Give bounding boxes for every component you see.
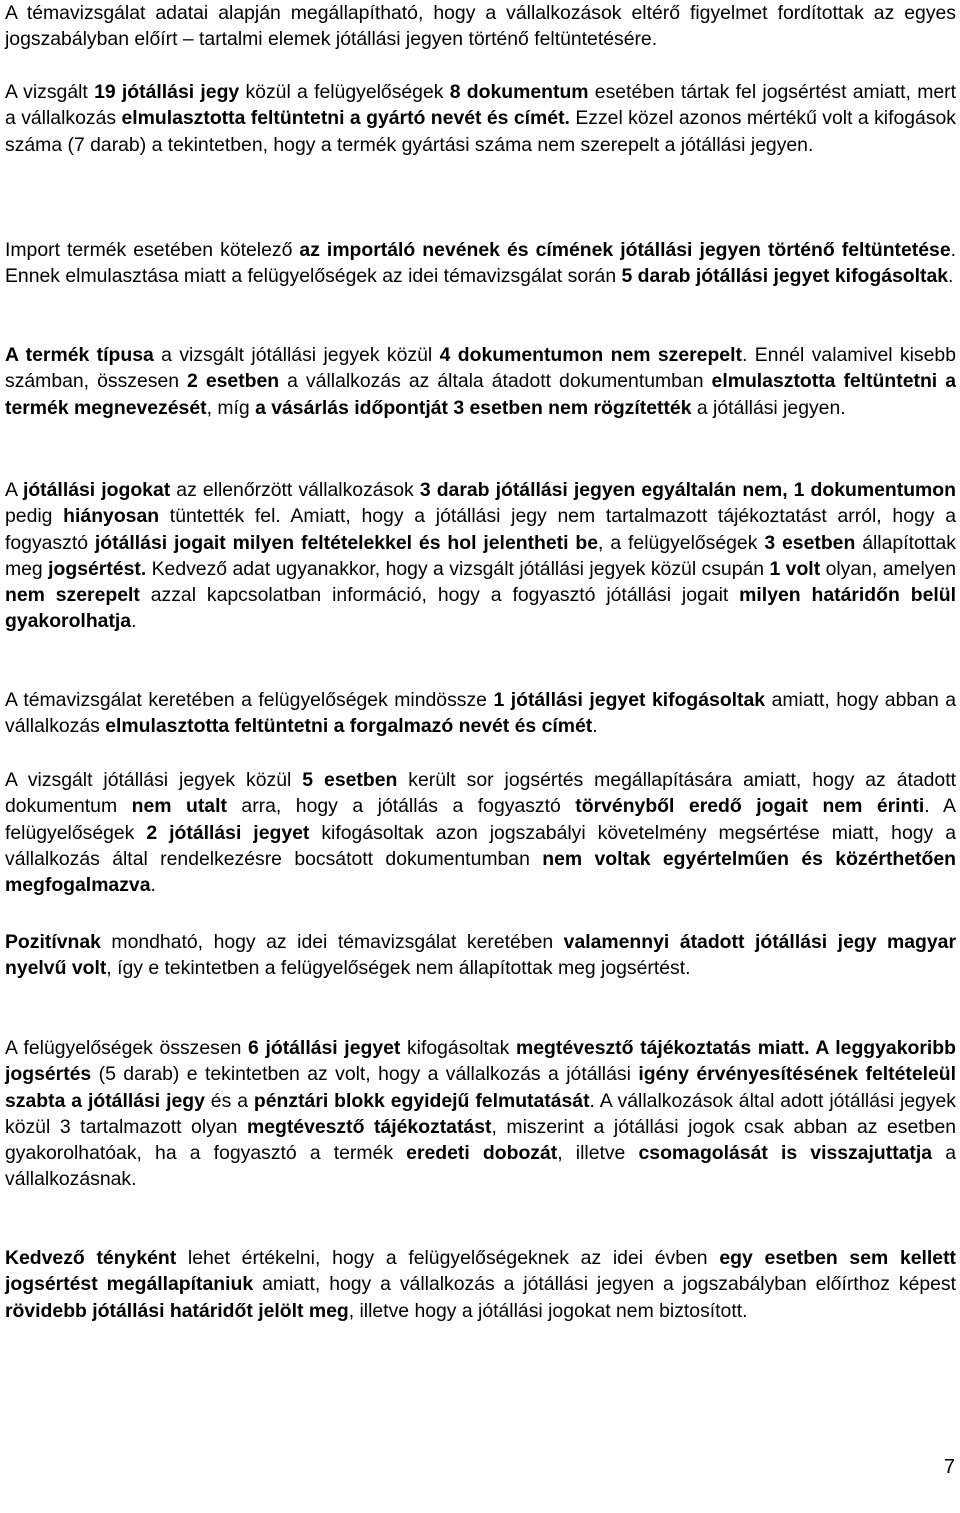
- text-run: a vállalkozás az általa átadott dokumentumban: [279, 370, 712, 393]
- text-run: amiatt, hogy a vállalkozás a jótállási jegyen a jogszabályban előírthoz képest: [253, 1273, 957, 1296]
- text-run: a jótállási jegyen.: [691, 396, 846, 419]
- text-run: Ezzel közel azonos mértékű volt a kifogások száma (7 darab) a tekintetben, hogy a termék gyártási száma nem szerepelt a jótállási jegyen.: [5, 107, 956, 156]
- bold-text-run: elmulasztotta feltüntetni a gyártó nevét és címét.: [121, 107, 570, 130]
- bold-text-run: az importáló nevének és címének jótállási jegyen történő feltüntetése: [299, 239, 951, 261]
- text-run: kifogásoltak azon jogszabályi követelmény megsértése miatt, hogy a vállalkozás által rendelkezésre bocsátott dokumentumban: [5, 821, 956, 870]
- paragraph: [5, 1035, 956, 1193]
- text-run: Kedvező adat ugyanakkor, hogy a vizsgált jótállási jegyek közül csupán: [146, 557, 770, 580]
- bold-text-run: 4 dokumentumon nem szerepelt: [439, 344, 742, 366]
- text-run: . A vállalkozások által adott jótállási jegyek közül 3 tartalmazott olyan: [5, 1089, 956, 1138]
- bold-text-run: 1 jótállási jegyet kifogásoltak: [493, 689, 766, 711]
- bold-text-run: nem szerepelt: [5, 584, 140, 607]
- bold-text-run: jótállási jogokat: [22, 479, 171, 501]
- bold-text-run: jogsértést.: [48, 557, 147, 580]
- text-run: a vállalkozásnak.: [5, 1142, 957, 1191]
- text-run: került sor jogsértés megállapítására amiatt, hogy az átadott dokumentum: [5, 769, 956, 818]
- bold-text-run: nem utalt: [131, 795, 227, 818]
- page-number: 7: [943, 1456, 955, 1478]
- bold-text-run: eredeti dobozát: [406, 1142, 558, 1165]
- text-run: , a felügyelőségek: [598, 531, 765, 554]
- bold-text-run: egy esetben sem kellett jogsértést megállapítaniuk: [5, 1247, 956, 1296]
- bold-text-run: a vásárlás időpontját 3 esetben nem rögzítették: [255, 396, 692, 419]
- bold-text-run: 6 jótállási jegyet: [248, 1037, 401, 1059]
- text-run: az ellenőrzött vállalkozások: [170, 479, 420, 501]
- text-run: közül a felügyelőségek: [239, 81, 450, 103]
- text-run: A témavizsgálat keretében a felügyelőségek mindössze: [5, 689, 494, 711]
- paragraph: [5, 0, 956, 53]
- bold-text-run: jótállási jogait milyen feltételekkel és hol jelentheti be: [94, 531, 599, 554]
- bold-text-run: 5 darab jótállási jegyet kifogásoltak: [621, 265, 949, 288]
- text-run: , illetve hogy a jótállási jogokat nem biztosított.: [348, 1299, 748, 1322]
- bold-text-run: pénztári blokk egyidejű felmutatását: [253, 1089, 590, 1112]
- text-run: (5 darab) e tekintetben az volt, hogy a vállalkozás a jótállási: [91, 1063, 639, 1086]
- paragraph: [5, 342, 956, 421]
- bold-text-run: 19 jótállási jegy: [94, 81, 240, 103]
- bold-text-run: 2 esetben: [187, 370, 280, 393]
- bold-text-run: hiányosan: [63, 505, 160, 528]
- bold-text-run: elmulasztotta feltüntetni a forgalmazó nevét és címét: [105, 715, 593, 738]
- text-run: .: [131, 610, 137, 633]
- text-run: A felügyelőségek összesen: [5, 1037, 249, 1059]
- text-run: azzal kapcsolatban információ, hogy a fogyasztó jótállási jogait: [139, 584, 740, 607]
- bold-text-run: A termék típusa: [5, 344, 154, 366]
- text-run: arra, hogy a jótállás a fogyasztó: [226, 795, 576, 818]
- text-run: pedig: [5, 505, 64, 528]
- text-run: , miszerint a jótállási jogok csak abban az esetben gyakorolhatóak, ha a fogyasztó a termék: [5, 1115, 957, 1165]
- text-run: . A felügyelőségek: [5, 795, 956, 844]
- paragraph: [5, 79, 956, 158]
- text-run: a vizsgált jótállási jegyek közül: [153, 344, 440, 366]
- text-run: .: [150, 874, 156, 897]
- paragraph: [5, 1245, 956, 1324]
- text-run: mondható, hogy az idei témavizsgálat keretében: [100, 931, 564, 953]
- paragraph: [5, 687, 956, 740]
- bold-text-run: igény érvényesítésének feltételeül szabta a jótállási jegy: [5, 1063, 957, 1112]
- text-run: esetében tártak fel jogsértést amiatt, mert a vállalkozás: [5, 81, 956, 130]
- text-run: tüntették fel. Amiatt, hogy a jótállási jegy nem tartalmazott tájékoztatást arról, hogy a fogyasztó: [5, 505, 956, 554]
- paragraph: [5, 477, 956, 635]
- paragraph: [5, 767, 956, 898]
- text-run: lehet értékelni, hogy a felügyelőségeknek az idei évben: [176, 1247, 720, 1269]
- text-run: A vizsgált: [5, 81, 95, 103]
- text-run: kifogásoltak: [400, 1037, 517, 1059]
- bold-text-run: 2 jótállási jegyet: [146, 821, 310, 844]
- bold-text-run: Kedvező tényként: [5, 1247, 177, 1269]
- text-run: Import termék esetében kötelező: [5, 239, 300, 261]
- bold-text-run: valamennyi átadott jótállási jegy magyar nyelvű volt: [5, 931, 956, 980]
- bold-text-run: rövidebb jótállási határidőt jelölt meg: [5, 1299, 349, 1322]
- text-run: . Ennél valamivel kisebb számban, összesen: [5, 344, 956, 393]
- bold-text-run: Pozitívnak: [5, 931, 101, 953]
- text-run: , így e tekintetben a felügyelőségek nem állapítottak meg jogsértést.: [106, 957, 691, 980]
- bold-text-run: milyen határidőn belül gyakorolhatja: [5, 584, 956, 633]
- text-run: , illetve: [557, 1142, 639, 1165]
- text-run: .: [948, 265, 954, 288]
- text-run: A vizsgált jótállási jegyek közül: [5, 769, 303, 791]
- bold-text-run: törvényből eredő jogait nem érinti: [575, 795, 925, 818]
- text-run: , míg: [206, 396, 256, 419]
- bold-text-run: nem voltak egyértelműen és közérthetően megfogalmazva: [5, 847, 956, 897]
- bold-text-run: megtévesztő tájékoztatás miatt. A leggyakoribb jogsértés: [5, 1037, 956, 1086]
- text-run: amiatt, hogy abban a vállalkozás: [5, 689, 957, 738]
- bold-text-run: 5 esetben: [302, 769, 398, 791]
- text-run: olyan, amelyen: [820, 557, 957, 580]
- bold-text-run: csomagolását is visszajuttatja: [638, 1142, 933, 1165]
- paragraph: [5, 929, 956, 982]
- bold-text-run: 8 dokumentum: [449, 81, 589, 103]
- text-run: állapítottak meg: [5, 531, 956, 580]
- text-run: .: [592, 715, 598, 738]
- paragraph: [5, 237, 956, 290]
- bold-text-run: 3 esetben: [764, 531, 856, 554]
- text-run: . Ennek elmulasztása miatt a felügyelőségek az idei témavizsgálat során: [5, 239, 956, 288]
- text-run: A: [5, 479, 23, 501]
- bold-text-run: 1 volt: [769, 557, 821, 580]
- bold-text-run: megtévesztő tájékoztatást: [246, 1115, 492, 1138]
- bold-text-run: 3 darab jótállási jegyen egyáltalán nem, 1 dokumentumon: [419, 479, 956, 501]
- text-run: és a: [204, 1089, 254, 1112]
- text-run: A témavizsgálat adatai alapján megállapítható, hogy a vállalkozások eltérő figyelmet fordítottak az egyes jogszabályban előírt – tartalmi elemek jótállási jegyen történő feltüntetésére.: [5, 2, 956, 51]
- bold-text-run: elmulasztotta feltüntetni a termék megnevezését: [5, 370, 956, 419]
